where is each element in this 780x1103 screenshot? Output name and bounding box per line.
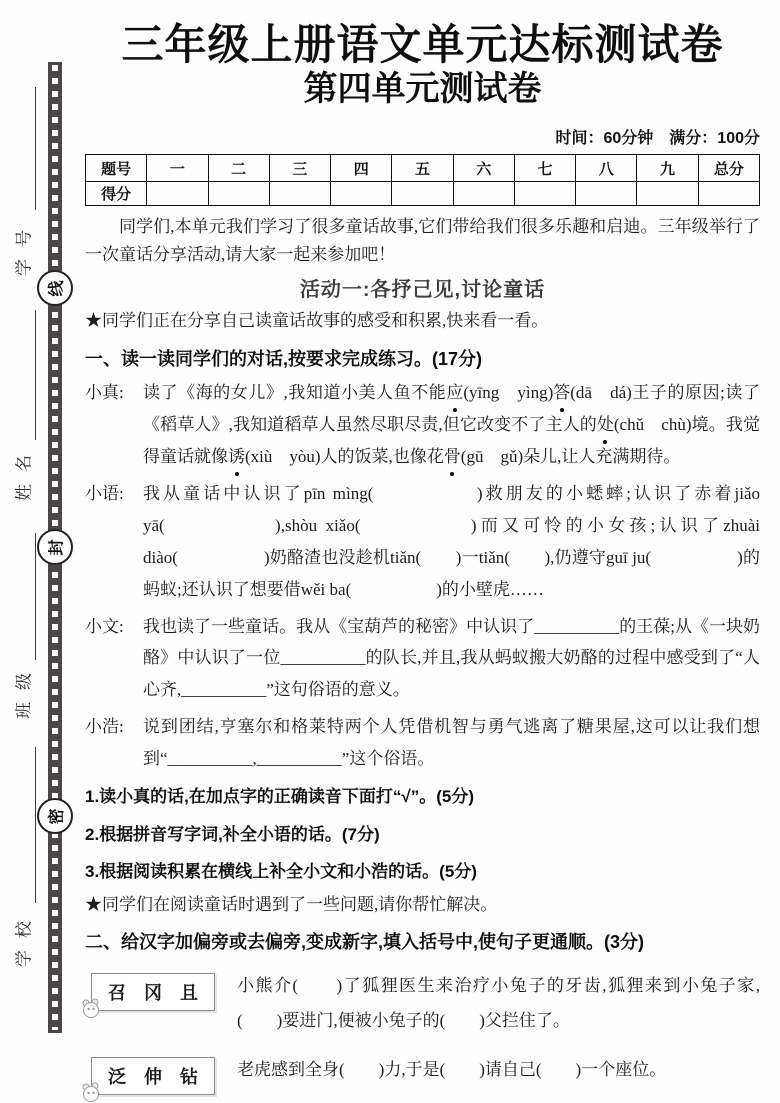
sidebar-label-student-number: 学号 (14, 218, 34, 276)
speaker-label: 小文: (85, 616, 124, 636)
dialogue-xiaowen (85, 611, 760, 707)
score-col: 一 (147, 155, 208, 182)
character-box-2 (91, 1057, 215, 1095)
score-col: 八 (576, 155, 637, 182)
radical-item-1 (85, 969, 760, 1039)
score-cell (147, 182, 208, 206)
question-1: 1.读小真的话,在加点字的正确读音下面打“√”。(5分) (85, 787, 475, 807)
sidebar-label-school: 学校 (14, 909, 34, 967)
student-number-fill-line (35, 87, 36, 210)
score-cell (637, 182, 698, 206)
score-cell (576, 182, 637, 206)
character-box-1 (91, 973, 215, 1011)
seal-stamp-mi (37, 798, 73, 834)
score-cell (698, 182, 759, 206)
seal-stamp-feng (37, 529, 73, 565)
activity-note: ★同学们正在分享自己读童话故事的感受和积累,快来看一看。 (85, 311, 549, 331)
intro-paragraph: 同学们,本单元我们学习了很多童话故事,它们带给我们很多乐趣和启迪。三年级举行了一次童话分享活动,请大家一起来参加吧！ (85, 217, 760, 264)
score-table-score-row (86, 182, 760, 206)
sidebar-label-class: 班级 (14, 661, 34, 719)
page-title: 三年级上册语文单元达标测试卷 (121, 23, 724, 69)
radical-item-2 (85, 1053, 760, 1095)
dialogue-text: 我从童话中认识了pīn mìng( )救朋友的小蟋蟀;认识了赤着jiǎo yā( ),shòu xiǎo( )而又可怜的小女孩;认识了zhuài diào( )奶酪渣也没趁机tiǎn( )一tiǎn( ),仍遵守guī ju( )的蚂蚁;还认识了想要借wěi ba( )的小壁虎…… (143, 483, 760, 599)
question-3: 3.根据阅读积累在横线上补全小文和小浩的话。(5分) (85, 862, 477, 882)
section1-note: ★同学们在阅读童话时遇到了一些问题,请你帮忙解决。 (85, 894, 498, 914)
score-col: 总分 (698, 155, 759, 182)
sidebar-label-name: 姓名 (14, 443, 34, 501)
seal-char: 密 (48, 807, 66, 825)
score-col: 三 (269, 155, 330, 182)
dialogue-text: 读了《海的女儿》,我知道小美人鱼不能应(yīng yìng)答(dā dá)王子的原因;读了《稻草人》,我知道稻草人虽然尽职尽责,但它改变不了主人的处(chǔ chù)境。我觉得童话就像诱(xiù yòu)人的饭菜,也像花骨(gū gǔ)朵儿,让人充满期待。 (143, 383, 760, 466)
page-subtitle: 第四单元测试卷 (303, 71, 542, 109)
class-fill-line (35, 533, 36, 660)
score-col: 七 (514, 155, 575, 182)
score-table-header-row (86, 155, 760, 182)
animal-doodle-icon (80, 997, 102, 1019)
animal-doodle-icon (80, 1081, 102, 1103)
time-score-meta: 时间：60分钟 满分：100分 (555, 130, 760, 148)
seal-char: 线 (48, 279, 66, 297)
dialogue-xiaozhen (85, 377, 760, 473)
score-col: 六 (453, 155, 514, 182)
dialogue-text: 说到团结,亨塞尔和格莱特两个人凭借机智与勇气逃离了糖果屋,这可以让我们想到“__________,__________”这个俗语。 (143, 717, 760, 769)
dialogue-xiaoyu (85, 478, 760, 606)
score-cell (331, 182, 392, 206)
section1-title: 一、读一读同学们的对话,按要求完成练习。(17分) (85, 348, 483, 369)
char-options: 召 冈 且 (108, 983, 198, 1004)
score-cell (392, 182, 453, 206)
question-2: 2.根据拼音写字词,补全小语的话。(7分) (85, 824, 380, 844)
score-table-corner: 题号 (86, 155, 147, 182)
score-col: 九 (637, 155, 698, 182)
seal-char: 封 (48, 538, 66, 556)
sentence-with-blanks: 小熊介( )了狐狸医生来治疗小兔子的牙齿,狐狸来到小兔子家,( )要进门,便被小兔子的( )父拦住了。 (237, 976, 760, 1031)
score-cell (514, 182, 575, 206)
name-fill-line (35, 310, 36, 440)
score-cell (269, 182, 330, 206)
speaker-label: 小真: (85, 382, 124, 402)
sentence-with-blanks: 老虎感到全身( )力,于是( )请自己( )一个座位。 (237, 1059, 667, 1079)
speaker-label: 小语: (85, 483, 124, 503)
dialogue-text: 我也读了一些童话。我从《宝葫芦的秘密》中认识了__________的王葆;从《一块奶酪》中认识了一位__________的队长,并且,我从蚂蚁搬大奶酪的过程中感受到了“人心齐,__________”这句俗语的意义。 (143, 616, 760, 700)
score-table (85, 154, 760, 206)
char-options: 泛 伸 钻 (108, 1066, 198, 1087)
speaker-label: 小浩: (85, 717, 124, 737)
school-fill-line (35, 747, 36, 903)
main-content (85, 0, 760, 1095)
section2-title: 二、给汉字加偏旁或去偏旁,变成新字,填入括号中,使句子更通顺。(3分) (85, 932, 644, 953)
dialogue-xiaohao (85, 711, 760, 775)
score-cell (453, 182, 514, 206)
score-col: 五 (392, 155, 453, 182)
score-row-label: 得分 (86, 182, 147, 206)
score-col: 二 (208, 155, 269, 182)
activity-heading: 活动一:各抒己见,讨论童话 (299, 279, 546, 302)
score-col: 四 (331, 155, 392, 182)
score-cell (208, 182, 269, 206)
seal-stamp-xian (37, 270, 73, 306)
